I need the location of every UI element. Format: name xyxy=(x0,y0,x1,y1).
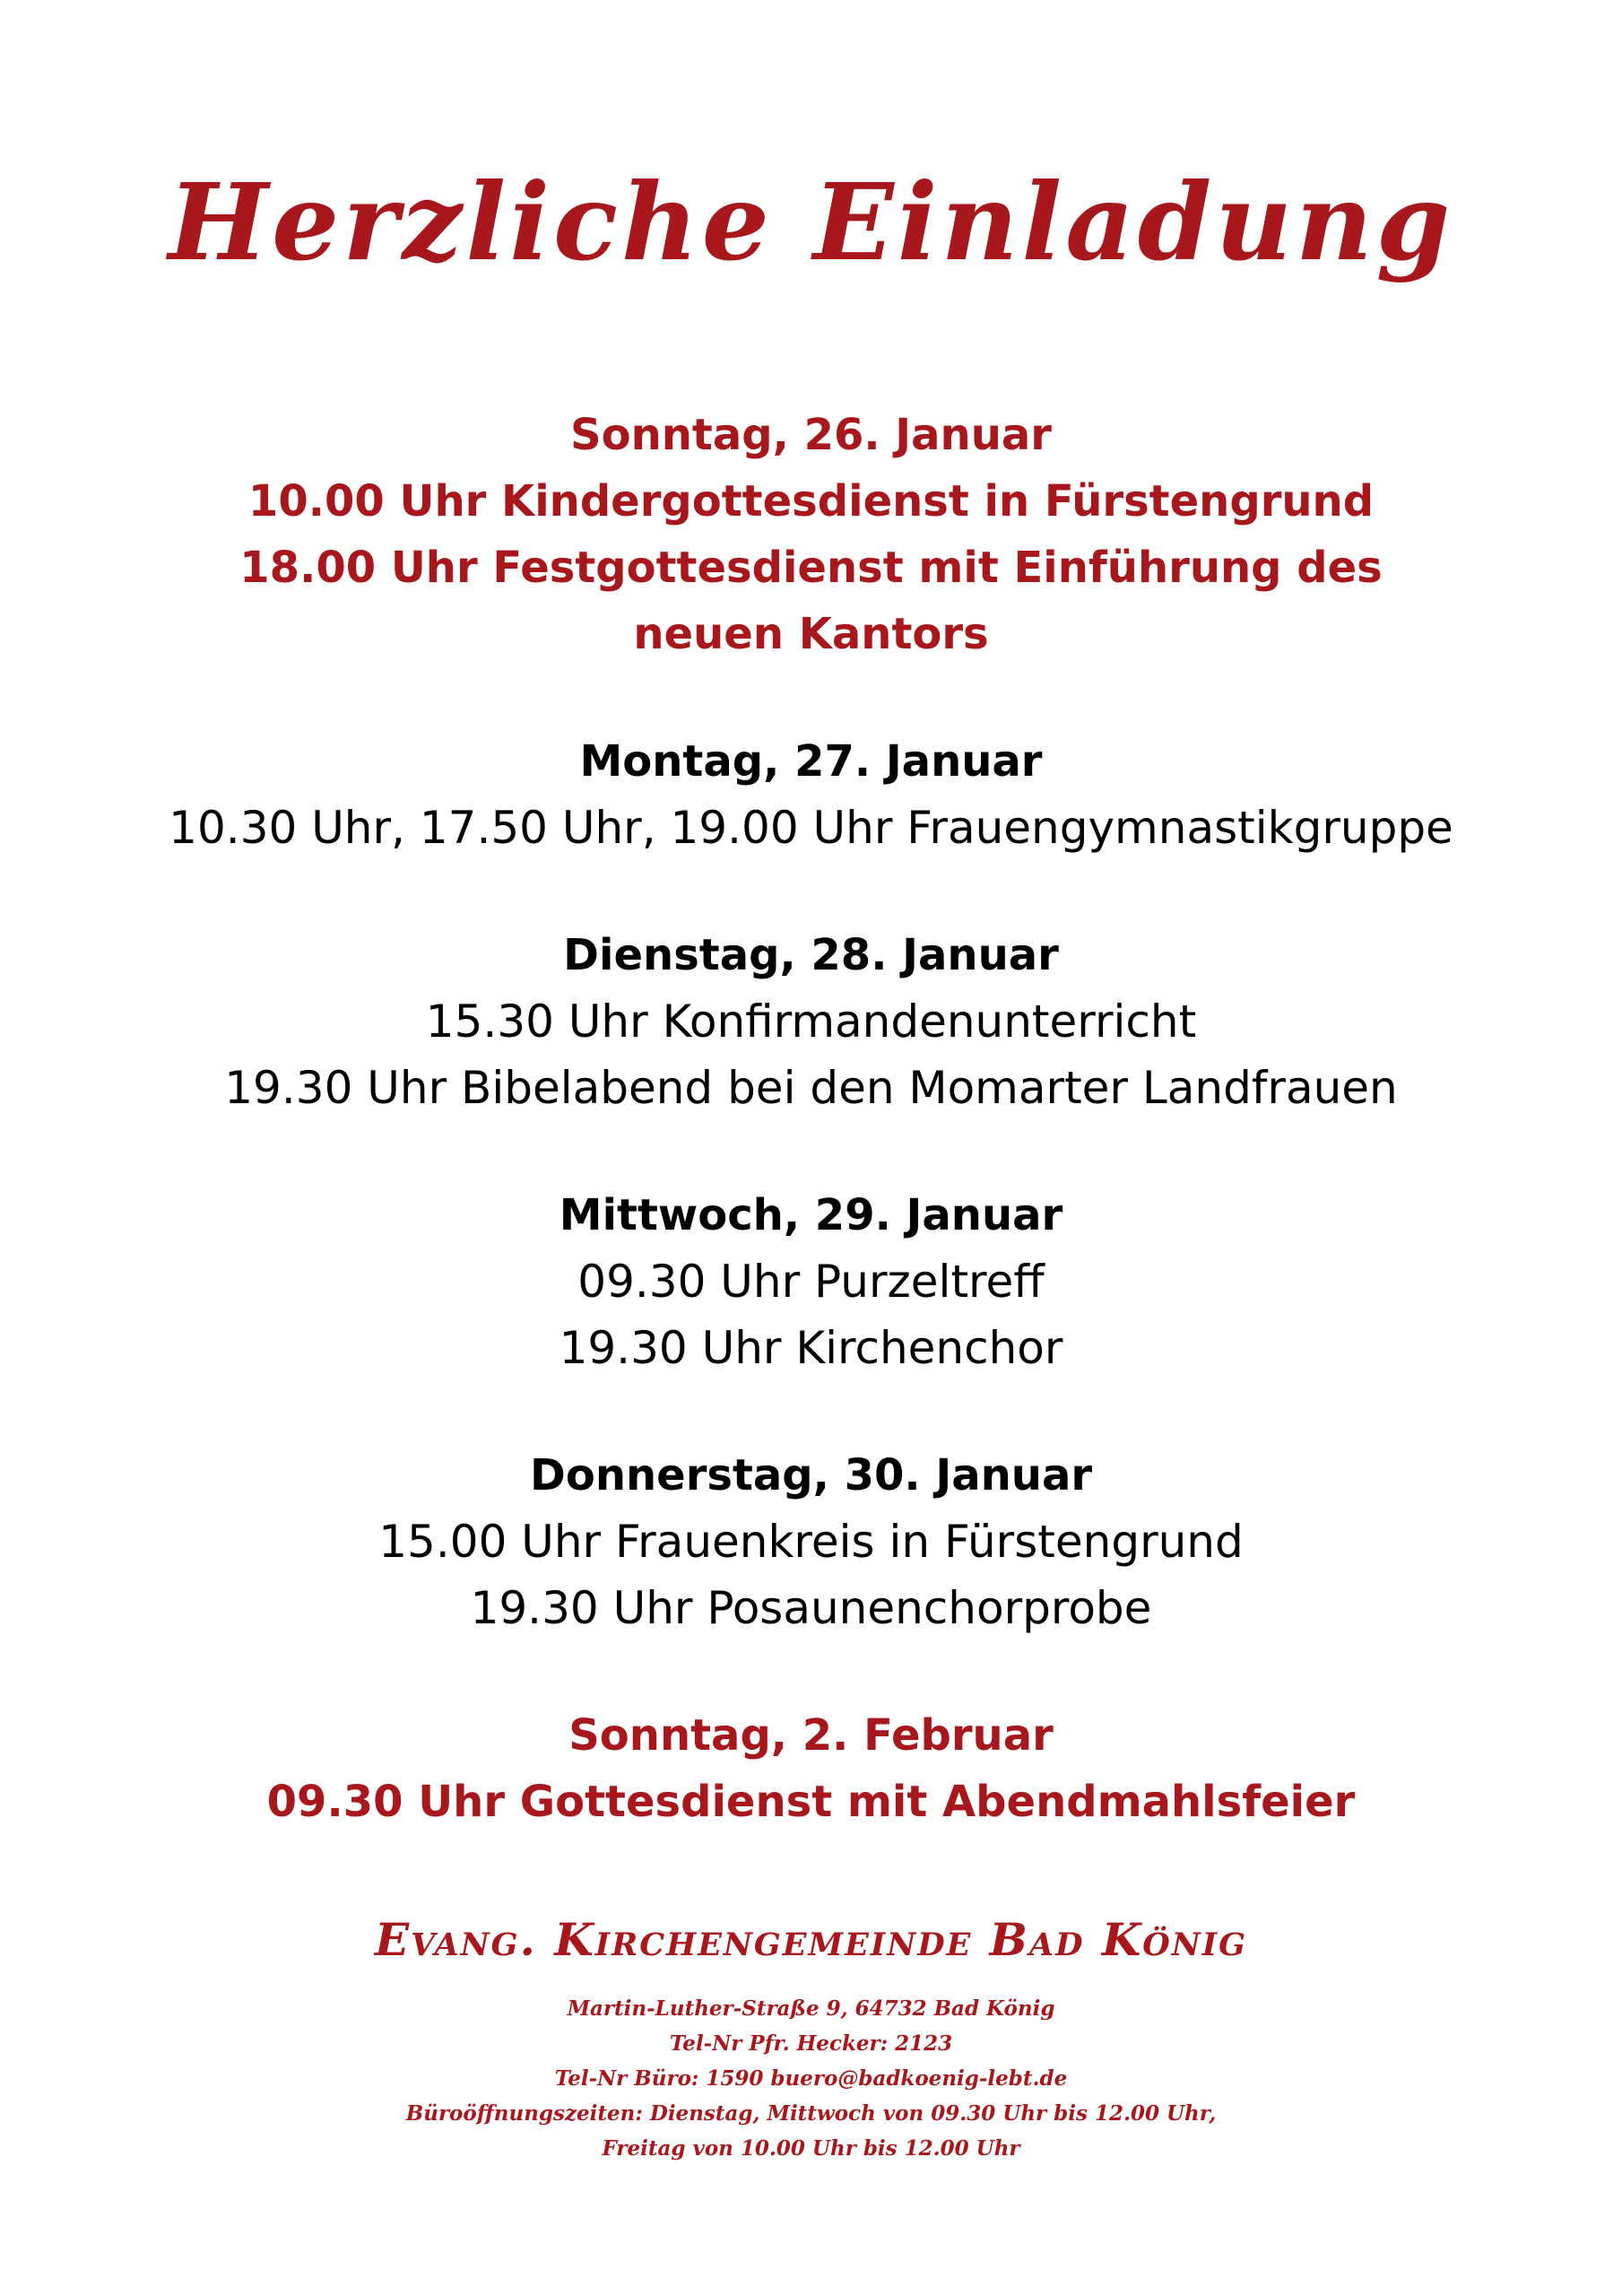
pastor-phone: Tel-Nr Pfr. Hecker: 2123 xyxy=(669,2031,953,2056)
event-entry: 19.30 Uhr Posaunenchorprobe xyxy=(470,1582,1152,1634)
event-entry: 19.30 Uhr Kirchenchor xyxy=(559,1322,1063,1374)
event-entry: 15.00 Uhr Frauenkreis in Fürstengrund xyxy=(378,1516,1244,1568)
day-block-thursday-jan-30 xyxy=(0,1442,1622,1641)
day-block-monday-jan-27 xyxy=(0,728,1622,861)
office-hours-friday: Freitag von 10.00 Uhr bis 12.00 Uhr xyxy=(602,2136,1020,2161)
day-heading: Sonntag, 2. Februar xyxy=(568,1710,1054,1761)
day-block-sunday-feb-2 xyxy=(0,1702,1622,1835)
event-entry: 19.30 Uhr Bibelabend bei den Momarter Landfrauen xyxy=(224,1062,1398,1114)
event-entry: 09.30 Uhr Gottesdienst mit Abendmahlsfeier xyxy=(266,1777,1356,1827)
event-entry: 09.30 Uhr Purzeltreff xyxy=(577,1256,1045,1308)
day-heading: Donnerstag, 30. Januar xyxy=(530,1450,1092,1500)
office-hours: Büroöffnungszeiten: Dienstag, Mittwoch von 09.30 Uhr bis 12.00 Uhr, xyxy=(405,2101,1217,2126)
day-heading: Sonntag, 26. Januar xyxy=(570,410,1052,460)
day-heading: Montag, 27. Januar xyxy=(579,736,1043,787)
day-block-tuesday-jan-28 xyxy=(0,922,1622,1121)
event-entry: 10.30 Uhr, 17.50 Uhr, 19.00 Uhr Frauengymnastikgruppe xyxy=(169,802,1453,854)
event-entry: 15.30 Uhr Konfirmandenunterricht xyxy=(425,996,1197,1048)
event-schedule xyxy=(0,402,1622,1896)
event-entry: 10.00 Uhr Kindergottesdienst in Fürstengrund xyxy=(247,476,1375,526)
page-title: Herzliche Einladung xyxy=(168,160,1454,284)
day-heading: Dienstag, 28. Januar xyxy=(563,930,1059,980)
day-block-sunday-jan-26 xyxy=(0,402,1622,667)
day-block-wednesday-jan-29 xyxy=(0,1182,1622,1381)
event-entry: 18.00 Uhr Festgottesdienst mit Einführung des neuen Kantors xyxy=(239,543,1383,659)
day-heading: Mittwoch, 29. Januar xyxy=(559,1190,1063,1240)
address: Martin-Luther-Straße 9, 64732 Bad König xyxy=(567,1996,1055,2021)
organization-name: Evang. Kirchengemeinde Bad König xyxy=(374,1913,1248,1966)
office-phone-email: Tel-Nr Büro: 1590 buero@badkoenig-lebt.de xyxy=(554,2066,1068,2091)
contact-details xyxy=(0,1991,1622,2166)
church-contact-footer xyxy=(0,1909,1622,2166)
